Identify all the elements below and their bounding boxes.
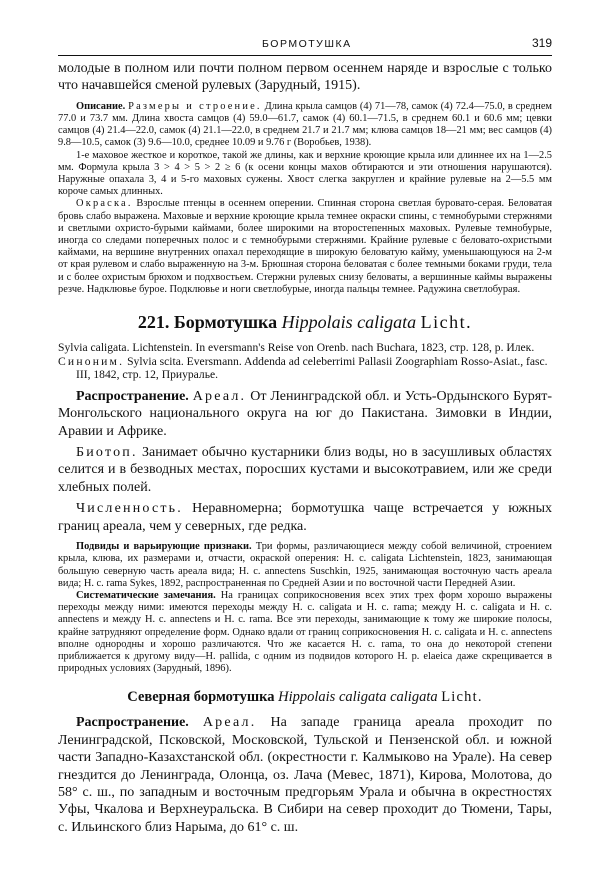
distribution-paragraph [58,388,552,440]
species-russian-name: Бормотушка [173,312,278,333]
running-header [58,36,552,56]
coloration-text: Взрослые птенцы в осеннем оперении. Спинная сторона светлая буровато-серая. Беловатая бровь слабо выражена. Маховые и верхние кроющие крыла темнее окраски спины, с темнобурыми стержнями и светлыми охристо-бурыми каймами, более широкими на второстепенных маховых. Рулевые темнобурые, иногда со следами поперечных полос и с темнобурыми стержнями. Крайние рулевые с беловато-охристыми каймами, на вершине внутренних опахал переходящие в широкую беловатую кайму, уменьшающуюся на 2-м от края рулевом и слабо выраженную на 3-м. Брюшная сторона беловатая с более темными боками груди, тела и с более охристым брюхом и подхвостьем. Стержни рулевых снизу беловаты, а вершинные каймы выражены резче. Надклювье бурое. Подклювье и ноги светлобурые, иногда пальцы темнее. Радужина светлобурая. [58,198,552,295]
distribution-head: Ареал. [192,388,247,404]
species-author: Licht. [420,312,473,333]
sub-distribution-label: Распространение. [76,715,189,731]
species-number: 221. [137,312,170,333]
page-number: 319 [531,36,552,50]
subspecies-heading [58,689,552,706]
synonym-label: Синоним. [58,354,125,368]
distribution-text: От Ленинградской обл. и Усть-Ордынского Бурят-Монгольского национального округа на юг до Пакистана. Зимовки в Индии, Аравии и Африке. [58,388,552,439]
synonym-citation [58,355,552,382]
description-label: Описание. [76,100,126,112]
subspecies-text: Три формы, различающиеся между собой величиной, строением крыла, клюва, их размерами и, отчасти, окраской оперения: H. c. caligata Lichtenstein, 1823, занимающая большую северную часть ареала вида; H. c. annectens Suschkin, 1925, занимающая восточную часть ареала вида; H. c. rama Sykes, 1892, распространенная по Средней Азии и по восточной части Передней Азии. [58,541,552,589]
subspecies-russian-name: Северная бормотушка [127,689,275,706]
systematic-text: На границах соприкосновения всех этих трех форм хорошо выражены переходы между ними: имеются переходы между H. c. caligata и H. c. rama; между H. c. caligata и H. c. annectens и между H. c. annectens и H. c. rama. Все эти переходы, занимающие к тому же широкие полосы, крайне затрудняют определение форм. Однако вдали от границ соприкосновения H. c. caligata и H. c. annectens вполне однородны и хорошо различаются. Что же касается H. c. rama, то она до некоторой степени приближается к другому виду—H. pallida, с одним из подвидов которого H. p. elaeica даже скрещивается в природных условиях (Зарудный, 1896). [58,589,552,675]
original-citation: Sylvia caligata. Lichtenstein. In eversmann's Reise von Orenb. nach Buchara, 1823, стр. 128, р. Илек. [58,341,535,355]
description-coloration [58,198,552,296]
subspecies-author: Licht. [441,689,483,706]
abundance-paragraph [58,500,552,535]
systematic-label: Систематические замечания. [76,589,216,601]
coloration-head: Окраска. [76,198,133,210]
running-title: БОРМОТУШКА [262,38,352,50]
description-size-head: Размеры и строение. [128,100,262,112]
description-sizes [58,101,552,150]
book-page [58,36,552,836]
intro-paragraph: молодые в полном или почти полном первом осеннем наряде и взрослые с только что начавшейся сменой рулевых (Зарудный, 1915). [58,61,552,94]
sub-distribution-paragraph [58,714,552,836]
subspecies-paragraph [58,541,552,590]
biotope-text: Занимает обычно кустарники близ воды, но в засушливых областях селится и в безводных местах, поросших кустами и высокотравием, или же среди хлебных полей. [58,445,552,495]
species-latin-name: Hippolais caligata [281,312,417,333]
species-heading [58,312,552,333]
description-size-text: Длина крыла самцов (4) 71—78, самок (4) 72.4—75.0, в среднем 77.0 и 73.7 мм. Длина хвоста самцов (4) 59.0—61.7, самок (4) 60.1—71.5, в среднем 60.1 и 60.6 мм; цевки самцов (4) 21.4—22.0, самок (4) 21.1—22.0, в среднем 21.7 и 21.7 мм; клюва самцов 18—21 мм; вес самцов (4) 9.8—10.5, самок (3) 9.6—10.0, среднее 10.09 и 9.76 г (Воробьев, 1938). [58,100,553,149]
distribution-label: Распространение. [76,388,189,404]
biotope-head: Биотоп. [76,445,138,461]
biotope-paragraph [58,444,552,496]
subspecies-latin-name: Hippolais caligata caligata [278,689,438,706]
sub-distribution-head: Ареал. [202,715,257,731]
abundance-text: Неравномерна; бормотушка чаще встречается у южных границ ареала, чем у северных, где редка. [58,501,552,534]
subspecies-label: Подвиды и варьирующие признаки. [76,541,252,553]
sub-distribution-text: На западе граница ареала проходит по Ленинградской, Псковской, Московской, Тульской и Пензенской обл. и южной части Западно-Казахстанской обл. (окрестности г. Калмыково на Урале). На север гнездится до Ленинграда, Олонца, оз. Лача (Мевес, 1871), Кирова, Молотова, до 58° с. ш., по западным и восточным предгорьям Урала и обычна в окрестностях Уфы, Чкалова и Верхнеуральска. В Сибири на север проходит до Тюмени, Тары, с. Ильинского близ Нарыма, до 61° с. ш. [58,715,552,835]
synonym-text: Sylvia scita. Eversmann. Addenda ad celeberrimi Pallasii Zoographiam Rosso-Asiat., fasc. III, 1842, стр. 12, Приуралье. [76,354,548,382]
systematic-paragraph [58,590,552,675]
description-block [58,101,552,296]
abundance-head: Численность. [76,501,183,517]
description-wing: 1-е маховое жесткое и короткое, такой же длины, как и верхние кроющие крыла или длиннее их на 1—2.5 мм. Формула крыла 3 > 4 > 5 > 2 ≥ 6 (к осени концы махов обтираются и эти отношения нарушаются). Наружные опахала 3, 4 и 5-го маховых сужены. Хвост слегка закруглен и крайние рулевые на 2—5.5 мм короче самых длинных. [58,149,552,198]
